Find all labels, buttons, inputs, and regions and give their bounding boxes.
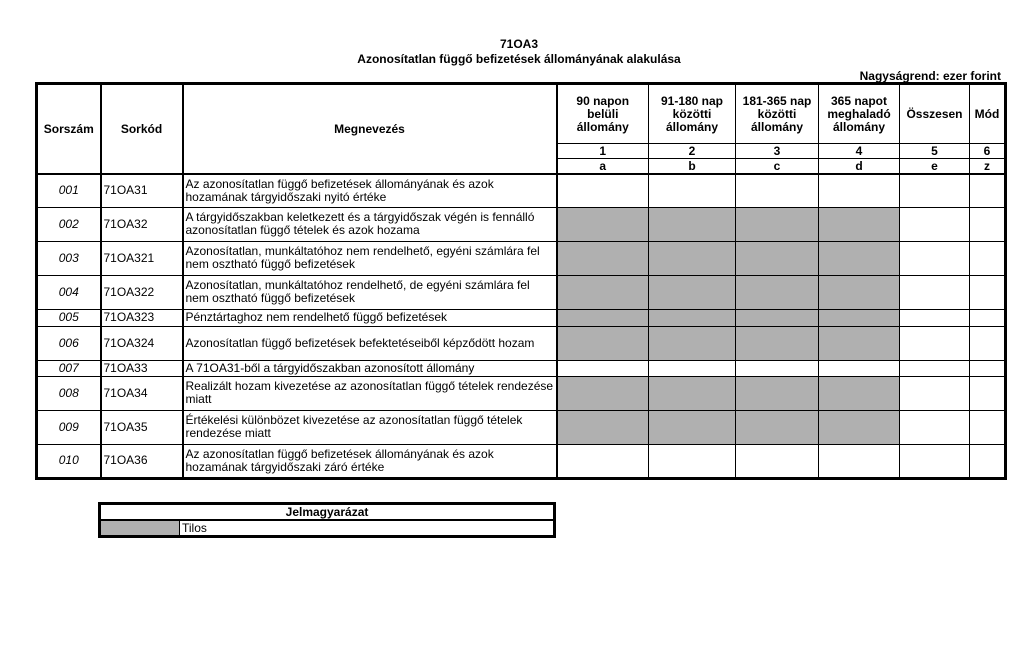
forbidden-cell: [557, 410, 649, 444]
forbidden-cell: [649, 376, 736, 410]
forbidden-cell: [819, 326, 900, 360]
value-cell[interactable]: [900, 241, 970, 275]
forbidden-cell: [819, 275, 900, 309]
row-code: 71OA31: [101, 174, 183, 207]
forbidden-cell: [736, 376, 819, 410]
forbidden-cell: [819, 207, 900, 241]
row-code: 71OA34: [101, 376, 183, 410]
table-row: [37, 360, 1006, 376]
value-cell[interactable]: [970, 444, 1006, 478]
table-row: [37, 326, 1006, 360]
forbidden-cell: [736, 309, 819, 326]
value-cell[interactable]: [900, 444, 970, 478]
row-number: 009: [37, 410, 101, 444]
row-code: 71OA33: [101, 360, 183, 376]
value-cell[interactable]: [819, 444, 900, 478]
header-col6: Mód: [970, 84, 1006, 144]
table-row: [37, 410, 1006, 444]
table-row: [37, 275, 1006, 309]
form-code: 71OA3: [499, 37, 539, 51]
table-row: [37, 309, 1006, 326]
value-cell[interactable]: [970, 410, 1006, 444]
row-number: 004: [37, 275, 101, 309]
row-description: Azonosítatlan, munkáltatóhoz nem rendelhető, egyéni számlára fel nem osztható függő befizetések: [183, 241, 557, 275]
table-row: [37, 444, 1006, 478]
value-cell[interactable]: [900, 309, 970, 326]
col-number: 1: [557, 144, 649, 159]
value-cell[interactable]: [649, 360, 736, 376]
row-number: 005: [37, 309, 101, 326]
table-row: [37, 207, 1006, 241]
unit-label: Nagyságrend: ezer forint: [859, 69, 1001, 83]
forbidden-cell: [557, 376, 649, 410]
row-code: 71OA324: [101, 326, 183, 360]
value-cell[interactable]: [557, 174, 649, 207]
row-number: 002: [37, 207, 101, 241]
value-cell[interactable]: [900, 275, 970, 309]
value-cell[interactable]: [557, 360, 649, 376]
row-code: 71OA32: [101, 207, 183, 241]
col-letter: c: [736, 159, 819, 175]
row-number: 010: [37, 444, 101, 478]
forbidden-cell: [736, 275, 819, 309]
col-letter: a: [557, 159, 649, 175]
row-number: 007: [37, 360, 101, 376]
row-code: 71OA321: [101, 241, 183, 275]
row-number: 006: [37, 326, 101, 360]
value-cell[interactable]: [970, 309, 1006, 326]
row-number: 003: [37, 241, 101, 275]
header-col1: 90 napon belüli állomány: [557, 84, 649, 144]
value-cell[interactable]: [970, 376, 1006, 410]
forbidden-cell: [557, 241, 649, 275]
row-description: Az azonosítatlan függő befizetések állományának és azok hozamának tárgyidőszaki nyitó értéke: [183, 174, 557, 207]
value-cell[interactable]: [649, 174, 736, 207]
forbidden-cell: [819, 309, 900, 326]
value-cell[interactable]: [819, 174, 900, 207]
table-row: [37, 241, 1006, 275]
col-letter: e: [900, 159, 970, 175]
data-table: [35, 82, 1007, 480]
legend-item-label: Tilos: [180, 520, 555, 537]
forbidden-cell: [557, 207, 649, 241]
value-cell[interactable]: [900, 174, 970, 207]
table-row: [37, 174, 1006, 207]
forbidden-cell: [649, 275, 736, 309]
col-letter: b: [649, 159, 736, 175]
forbidden-cell: [557, 309, 649, 326]
row-description: Az azonosítatlan függő befizetések állományának és azok hozamának tárgyidőszaki záró értéke: [183, 444, 557, 478]
forbidden-cell: [736, 241, 819, 275]
forbidden-cell: [557, 326, 649, 360]
row-description: Azonosítatlan függő befizetések befektetéseiből képződött hozam: [183, 326, 557, 360]
forbidden-cell: [819, 376, 900, 410]
table-row: [37, 376, 1006, 410]
row-code: 71OA36: [101, 444, 183, 478]
row-code: 71OA323: [101, 309, 183, 326]
col-number: 5: [900, 144, 970, 159]
header-col4: 365 napot meghaladó állomány: [819, 84, 900, 144]
header-col3: 181-365 nap közötti állomány: [736, 84, 819, 144]
value-cell[interactable]: [970, 207, 1006, 241]
form-title: Azonosítatlan függő befizetések állományának alakulása: [357, 52, 681, 66]
legend-swatch: [100, 520, 180, 537]
row-description: A 71OA31-ből a tárgyidőszakban azonosított állomány: [183, 360, 557, 376]
value-cell[interactable]: [970, 174, 1006, 207]
col-number: 3: [736, 144, 819, 159]
value-cell[interactable]: [736, 444, 819, 478]
row-description: Pénztártaghoz nem rendelhető függő befizetések: [183, 309, 557, 326]
forbidden-cell: [736, 207, 819, 241]
value-cell[interactable]: [970, 241, 1006, 275]
col-letter: d: [819, 159, 900, 175]
forbidden-cell: [649, 410, 736, 444]
forbidden-cell: [649, 309, 736, 326]
forbidden-cell: [649, 207, 736, 241]
col-number: 2: [649, 144, 736, 159]
value-cell[interactable]: [900, 410, 970, 444]
row-code: 71OA35: [101, 410, 183, 444]
forbidden-cell: [649, 326, 736, 360]
row-description: Azonosítatlan, munkáltatóhoz rendelhető, de egyéni számlára fel nem osztható függő befizetések: [183, 275, 557, 309]
row-description: Értékelési különbözet kivezetése az azonosítatlan függő tételek rendezése miatt: [183, 410, 557, 444]
forbidden-cell: [736, 326, 819, 360]
forbidden-cell: [819, 241, 900, 275]
header-sorkod: Sorkód: [101, 84, 183, 175]
value-cell[interactable]: [649, 444, 736, 478]
col-number: 6: [970, 144, 1006, 159]
value-cell[interactable]: [900, 376, 970, 410]
value-cell[interactable]: [970, 275, 1006, 309]
forbidden-cell: [736, 410, 819, 444]
forbidden-cell: [557, 275, 649, 309]
row-number: 001: [37, 174, 101, 207]
legend-title: Jelmagyarázat: [100, 504, 555, 521]
row-description: Realizált hozam kivezetése az azonosítatlan függő tételek rendezése miatt: [183, 376, 557, 410]
legend-table: [98, 502, 556, 538]
header-col5: Összesen: [900, 84, 970, 144]
header-megnevezes: Megnevezés: [183, 84, 557, 175]
forbidden-cell: [649, 241, 736, 275]
value-cell[interactable]: [900, 207, 970, 241]
value-cell[interactable]: [970, 360, 1006, 376]
row-description: A tárgyidőszakban keletkezett és a tárgyidőszak végén is fennálló azonosítatlan függő tételek és azok hozama: [183, 207, 557, 241]
row-code: 71OA322: [101, 275, 183, 309]
header-sorszam: Sorszám: [37, 84, 101, 175]
value-cell[interactable]: [736, 360, 819, 376]
value-cell[interactable]: [900, 326, 970, 360]
col-number: 4: [819, 144, 900, 159]
col-letter: z: [970, 159, 1006, 175]
forbidden-cell: [819, 410, 900, 444]
row-number: 008: [37, 376, 101, 410]
value-cell[interactable]: [557, 444, 649, 478]
value-cell[interactable]: [819, 360, 900, 376]
header-col2: 91-180 nap közötti állomány: [649, 84, 736, 144]
value-cell[interactable]: [970, 326, 1006, 360]
value-cell[interactable]: [736, 174, 819, 207]
value-cell[interactable]: [900, 360, 970, 376]
